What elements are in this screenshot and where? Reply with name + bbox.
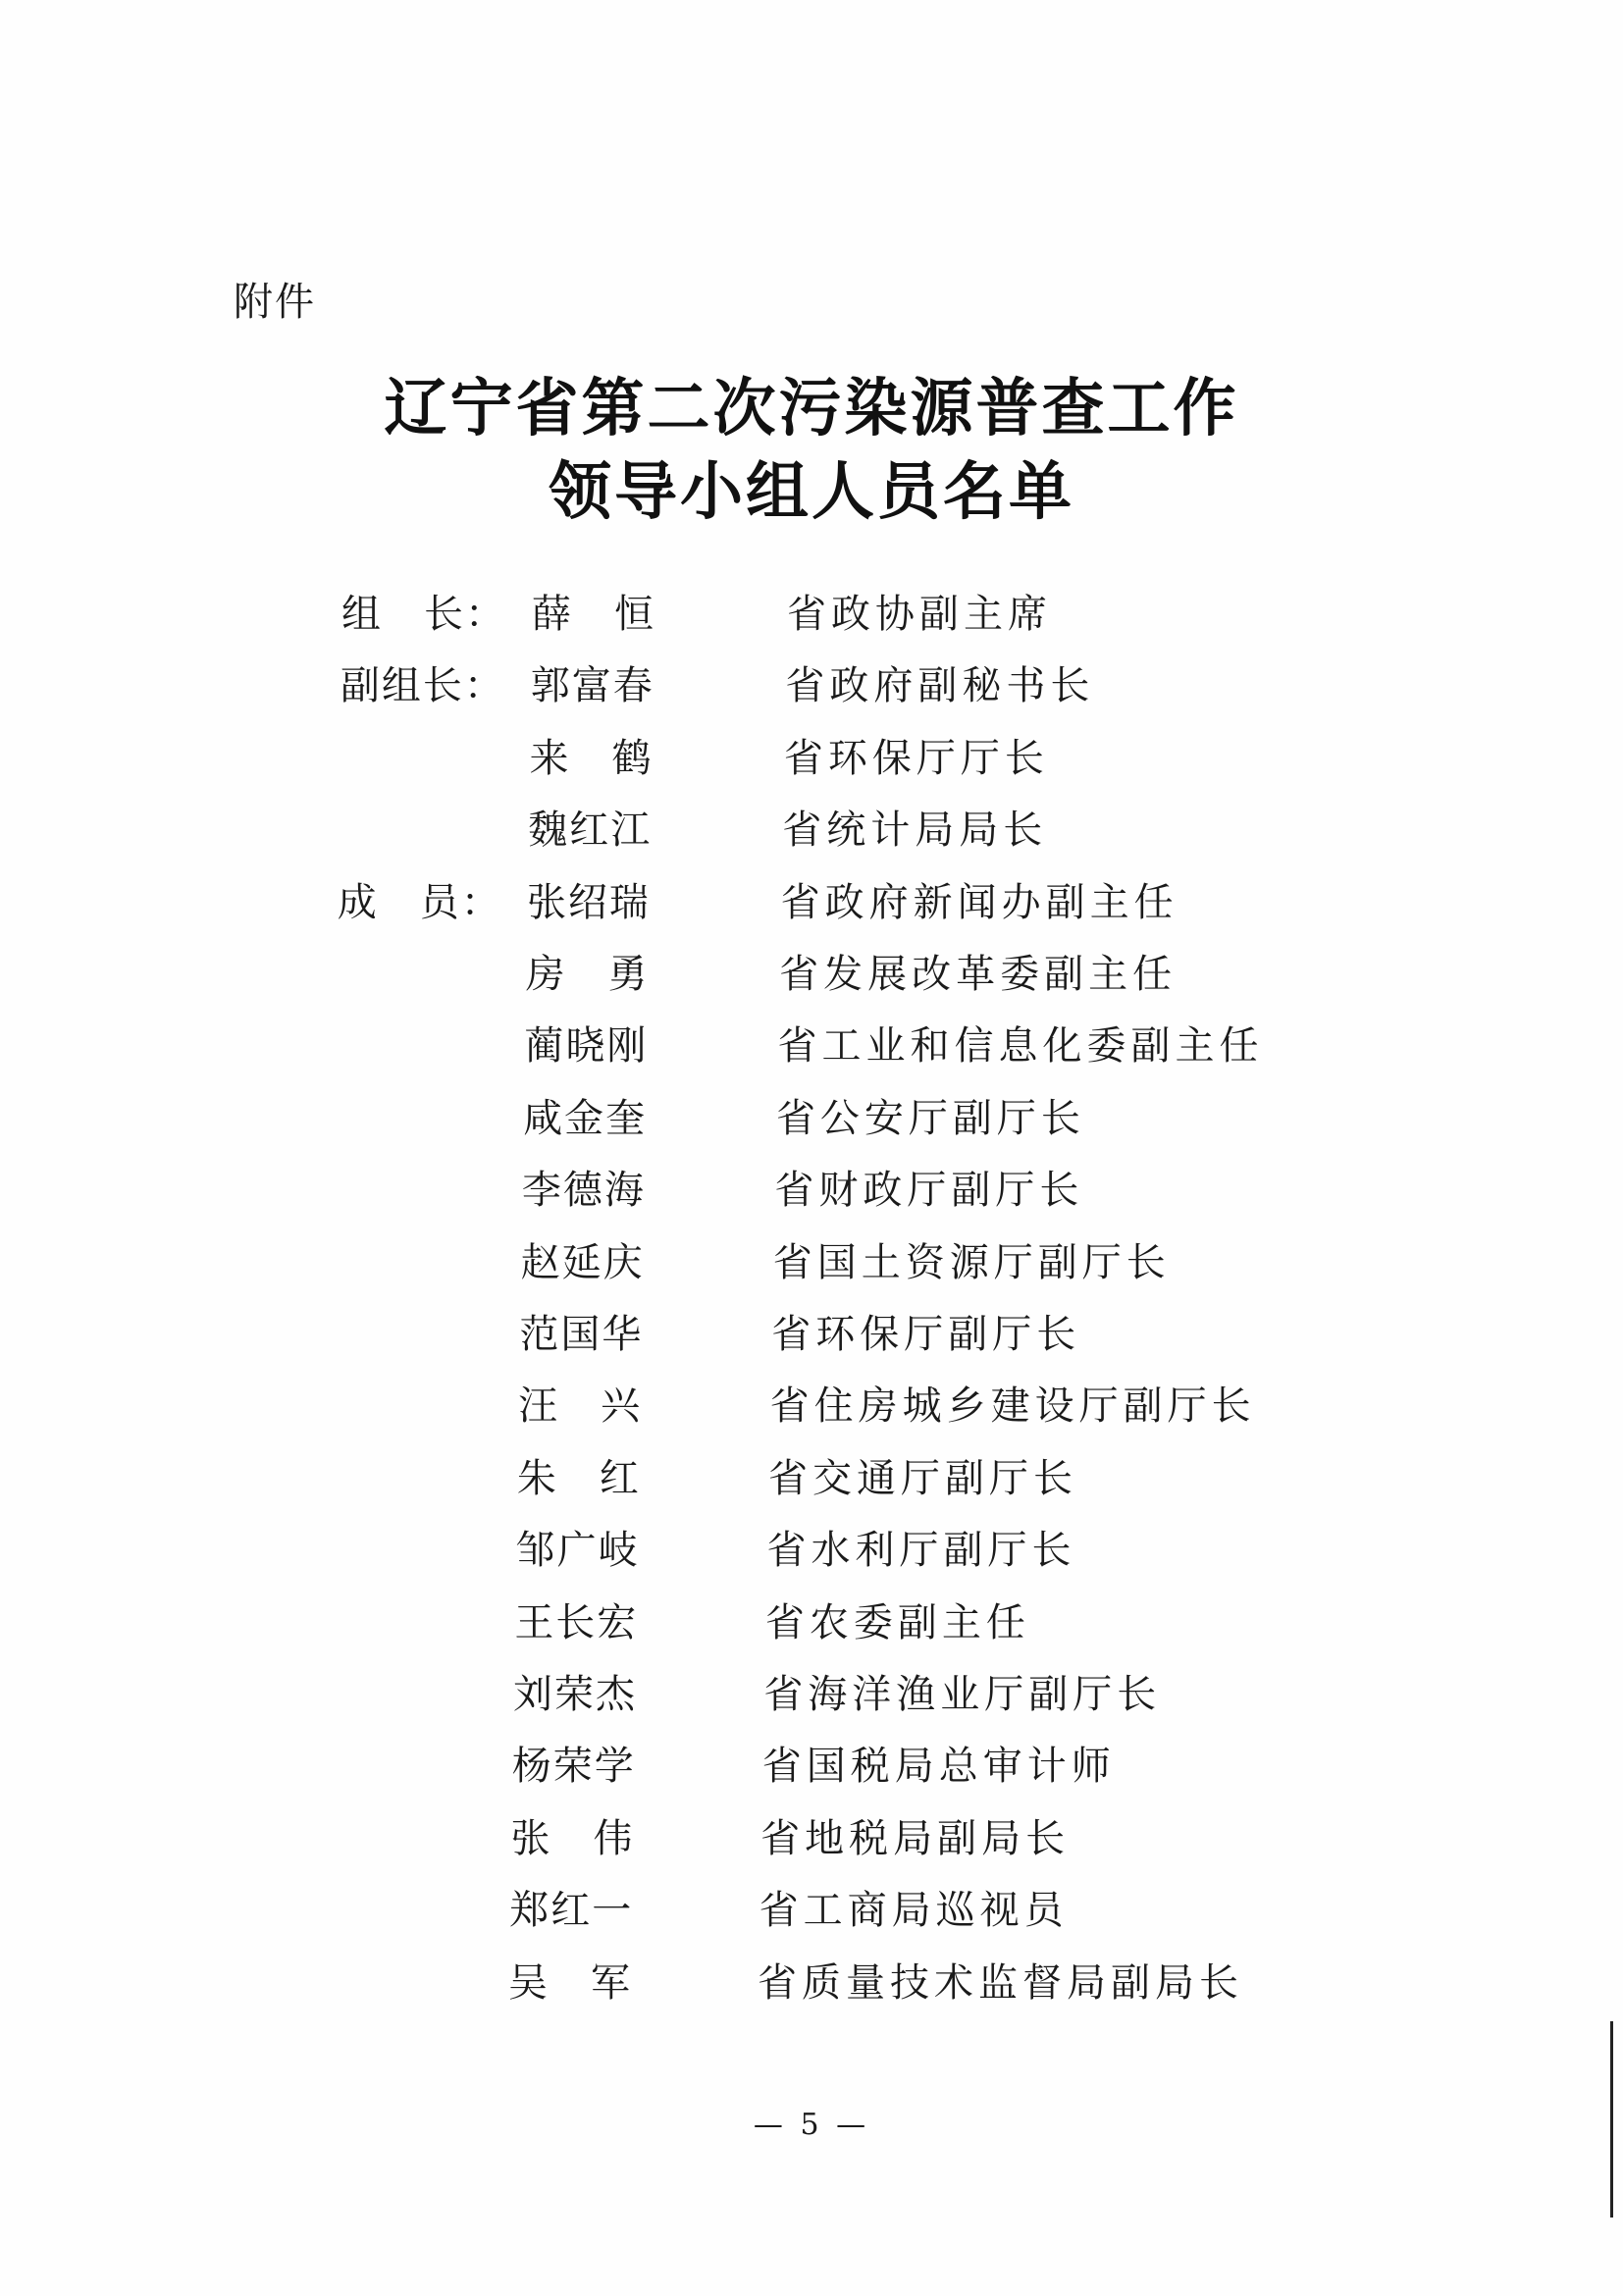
roster-row	[0, 1885, 1623, 1936]
roster-post: 省海洋渔业厅副厅长	[763, 1672, 1162, 1717]
roster-name: 咸金奎	[523, 1095, 648, 1141]
roster-post: 省环保厅厅长	[783, 735, 1049, 781]
page-title: 辽宁省第二次污染源普查工作	[384, 373, 1239, 445]
roster-row	[0, 1453, 1623, 1504]
roster-post: 省公安厅副厅长	[775, 1095, 1085, 1141]
roster-name: 来 鹤	[529, 735, 654, 781]
roster-name: 房 勇	[525, 952, 650, 997]
roster-name: 邹广岐	[515, 1528, 640, 1574]
roster-post: 省国税局总审计师	[761, 1744, 1116, 1790]
roster-name: 朱 红	[516, 1455, 641, 1501]
roster-post: 省工业和信息化委副主任	[777, 1023, 1264, 1070]
roster-post: 省交通厅副厅长	[768, 1455, 1078, 1501]
roster-row	[0, 733, 1623, 784]
roster-post: 省农委副主任	[764, 1599, 1030, 1645]
roster-name: 王长宏	[514, 1599, 639, 1645]
roster-name: 范国华	[519, 1312, 644, 1357]
roster-name: 张 伟	[510, 1815, 635, 1861]
roster-role: 组 长：	[341, 592, 506, 637]
roster-row	[0, 1381, 1623, 1432]
page-number: — 5 —	[753, 2108, 870, 2142]
roster-name: 杨荣学	[511, 1744, 636, 1790]
roster-name: 蔺晓刚	[524, 1023, 649, 1070]
roster-row	[0, 1309, 1623, 1360]
roster-row	[0, 1741, 1623, 1792]
roster-post: 省质量技术监督局副局长	[758, 1959, 1243, 2006]
roster-name: 薛 恒	[532, 592, 655, 637]
roster-row	[0, 1237, 1623, 1288]
roster-row	[0, 805, 1623, 856]
scan-edge-mark	[1610, 2021, 1613, 2218]
roster-role: 成 员：	[337, 879, 502, 925]
roster-post: 省住房城乡建设厅副厅长	[769, 1383, 1256, 1430]
roster-name: 魏红江	[528, 808, 653, 854]
roster-row	[0, 1669, 1623, 1720]
roster-name: 郑红一	[509, 1888, 634, 1934]
roster-row	[0, 660, 1623, 711]
roster-row	[0, 1165, 1623, 1216]
roster-post: 省地税局副局长	[760, 1815, 1071, 1861]
roster-post: 省政府副秘书长	[785, 663, 1095, 709]
roster-row	[0, 1957, 1623, 2009]
roster-row	[0, 589, 1623, 640]
roster-name: 吴 军	[508, 1959, 632, 2006]
roster-post: 省工商局巡视员	[759, 1888, 1069, 1934]
roster-name: 汪 兴	[518, 1383, 643, 1430]
roster-row	[0, 1525, 1623, 1576]
roster-name: 张绍瑞	[526, 879, 651, 925]
roster-post: 省财政厅副厅长	[774, 1168, 1084, 1214]
roster-post: 省国土资源厅副厅长	[772, 1239, 1171, 1285]
roster-row	[0, 1093, 1623, 1144]
roster-name: 刘荣杰	[513, 1672, 638, 1717]
roster-post: 省政协副主席	[787, 592, 1052, 637]
roster-row	[0, 1597, 1623, 1648]
roster-name: 李德海	[521, 1168, 646, 1214]
roster-name: 郭富春	[530, 663, 654, 709]
page-subtitle: 领导小组人员名单	[549, 456, 1074, 529]
roster-row	[0, 949, 1623, 1000]
roster-name: 赵延庆	[520, 1239, 645, 1285]
roster-post: 省水利厅副厅长	[766, 1528, 1076, 1574]
roster-row	[0, 1020, 1623, 1071]
attachment-label: 附件	[234, 280, 316, 325]
roster-post: 省统计局局长	[782, 808, 1048, 854]
roster-post: 省发展改革委副主任	[779, 952, 1178, 997]
roster-row	[0, 877, 1623, 928]
roster-post: 省环保厅副厅长	[771, 1312, 1081, 1357]
roster-row	[0, 1813, 1623, 1864]
roster-role: 副组长：	[340, 663, 505, 709]
roster-post: 省政府新闻办副主任	[780, 879, 1178, 925]
